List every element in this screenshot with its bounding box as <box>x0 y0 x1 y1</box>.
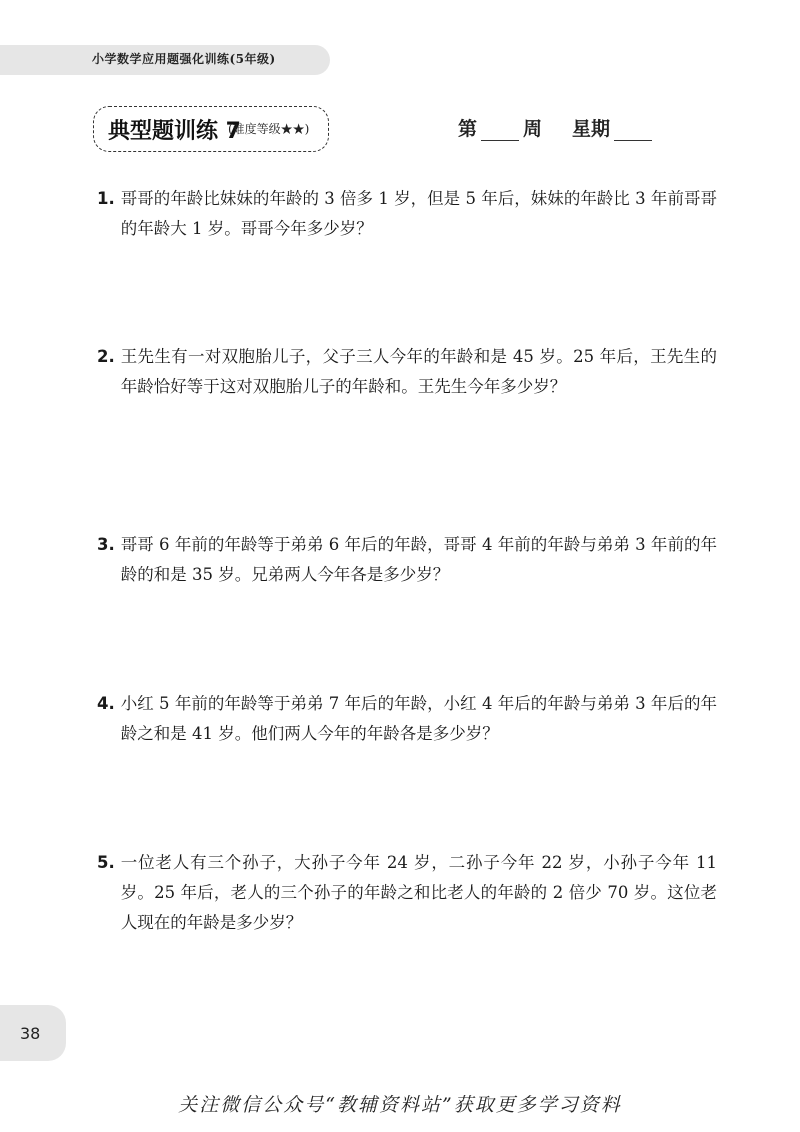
footer-note: 关注微信公众号“教辅资料站”获取更多学习资料 <box>178 1094 622 1116</box>
week-day-fields <box>458 114 652 141</box>
problem-text: 一位老人有三个孙子，大孙子今年 24 岁，二孙子今年 22 岁，小孙子今年 11 岁。25 年后，老人的三个孙子的年龄之和比老人的年龄的 2 倍少 70 岁。这位老人现在的年龄是多少岁？ <box>120 853 717 932</box>
problem-4 <box>97 689 717 749</box>
section-title: 典型题训练 7 <box>108 119 241 144</box>
week-blank[interactable] <box>481 120 519 141</box>
week-suffix: 周 <box>523 118 543 140</box>
weekday-blank[interactable] <box>614 120 652 141</box>
problem-text: 哥哥 6 年前的年龄等于弟弟 6 年后的年龄，哥哥 4 年前的年龄与弟弟 3 年前的年龄的和是 35 岁。兄弟两人今年各是多少岁？ <box>120 535 717 584</box>
problem-1 <box>97 184 717 244</box>
problem-number: 3. <box>97 535 115 554</box>
weekday-label: 星期 <box>572 118 611 140</box>
page-number: 38 <box>20 1024 41 1043</box>
problem-2 <box>97 342 717 402</box>
week-prefix: 第 <box>458 118 478 140</box>
problem-number: 1. <box>97 189 115 208</box>
problem-number: 2. <box>97 347 115 366</box>
problem-text: 哥哥的年龄比妹妹的年龄的 3 倍多 1 岁，但是 5 年后，妹妹的年龄比 3 年前哥哥的年龄大 1 岁。哥哥今年多少岁？ <box>120 189 717 238</box>
problem-3 <box>97 530 717 590</box>
problem-text: 王先生有一对双胞胎儿子，父子三人今年的年龄和是 45 岁。25 年后，王先生的年龄恰好等于这对双胞胎儿子的年龄和。王先生今年多少岁？ <box>120 347 717 396</box>
book-title: 小学数学应用题强化训练(5年级) <box>92 52 276 66</box>
problem-5 <box>97 848 717 938</box>
problem-text: 小红 5 年前的年龄等于弟弟 7 年后的年龄，小红 4 年后的年龄与弟弟 3 年后的年龄之和是 41 岁。他们两人今年的年龄各是多少岁？ <box>120 694 717 743</box>
problem-number: 4. <box>97 694 115 713</box>
problem-number: 5. <box>97 853 115 872</box>
difficulty-label: (难度等级★★) <box>228 122 310 136</box>
